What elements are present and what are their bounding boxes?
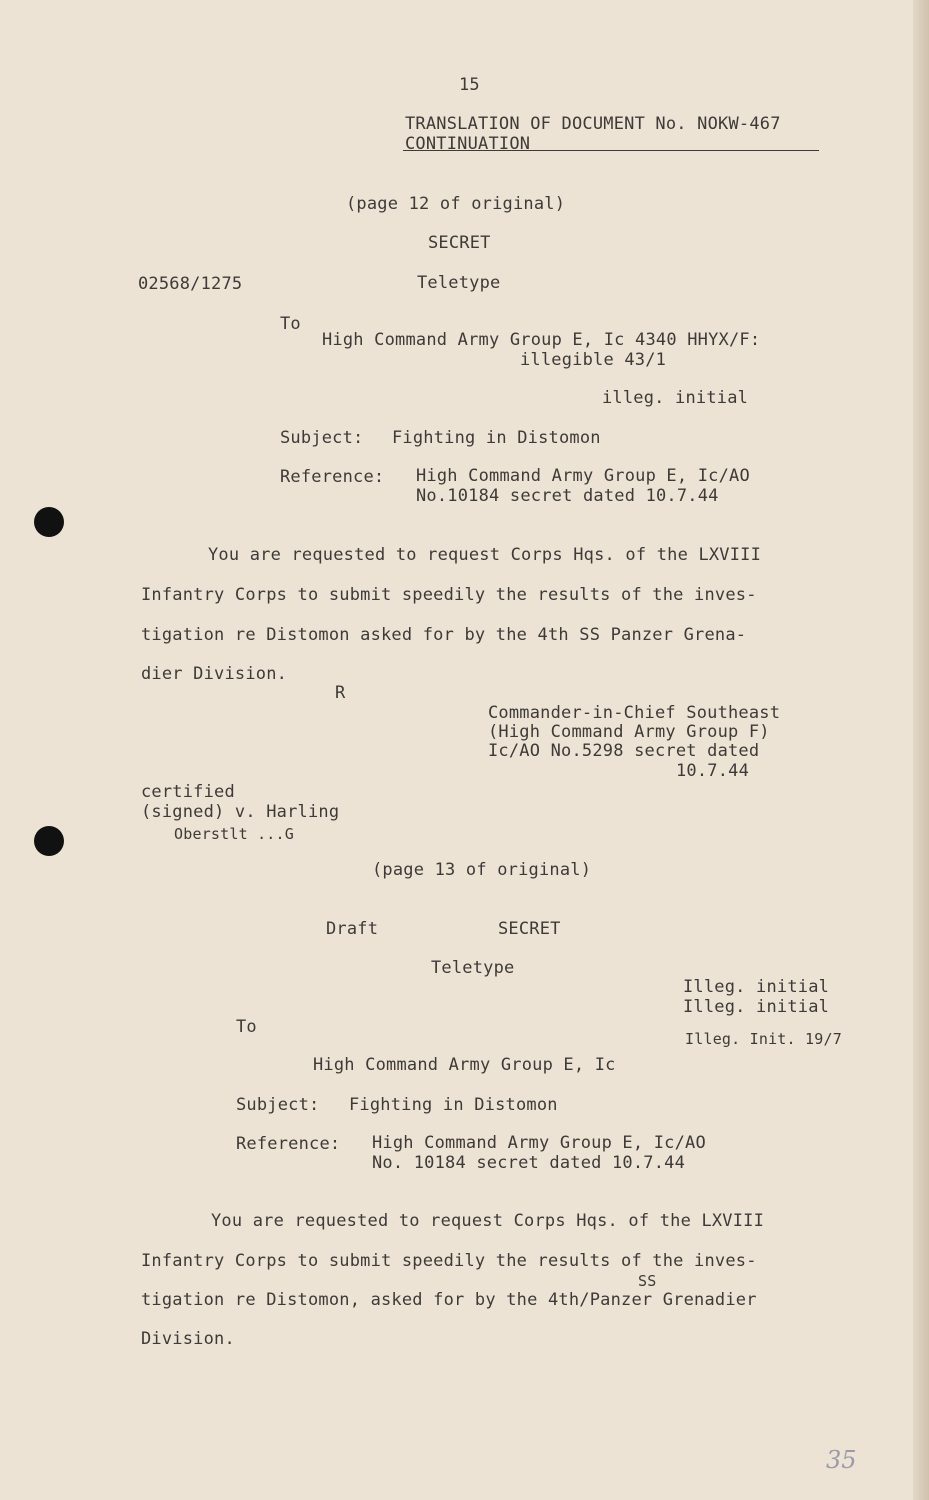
doc1-type: Teletype xyxy=(417,273,501,293)
doc1-body-line: dier Division. xyxy=(141,664,288,684)
doc2-page-ref: (page 13 of original) xyxy=(372,860,592,880)
doc1-signature-line: Commander-in-Chief Southeast xyxy=(488,703,781,723)
doc2-ss-insert: SS xyxy=(638,1272,657,1290)
doc2-to-label: To xyxy=(236,1017,257,1037)
doc2-reference-line1: High Command Army Group E, Ic/AO xyxy=(372,1133,706,1153)
doc1-signature-line: Ic/AO No.5298 secret dated xyxy=(488,741,760,761)
doc1-file-number: 02568/1275 xyxy=(138,274,243,294)
punch-hole-upper xyxy=(34,507,64,537)
doc1-signature-date: 10.7.44 xyxy=(676,761,750,781)
doc1-mark-r: R xyxy=(335,683,346,703)
doc1-body-line: You are requested to request Corps Hqs. of the LXVIII xyxy=(208,545,762,565)
doc2-classification: SECRET xyxy=(498,919,561,939)
doc1-reference-label: Reference: xyxy=(280,467,385,487)
doc1-certified-line: certified xyxy=(141,782,235,802)
header-underline xyxy=(403,150,819,151)
doc1-body-line: Infantry Corps to submit speedily the results of the inves- xyxy=(141,585,757,605)
doc1-reference-line2: No.10184 secret dated 10.7.44 xyxy=(416,486,719,506)
doc1-subject-value: Fighting in Distomon xyxy=(392,428,601,448)
doc1-page-ref: (page 12 of original) xyxy=(346,194,566,214)
doc2-body-line: Division. xyxy=(141,1329,235,1349)
header-title: TRANSLATION OF DOCUMENT No. NOKW-467 xyxy=(405,114,781,134)
doc2-recipient: High Command Army Group E, Ic xyxy=(313,1055,616,1075)
punch-hole-lower xyxy=(34,826,64,856)
doc2-type: Teletype xyxy=(431,958,515,978)
page-edge xyxy=(913,0,929,1500)
doc1-classification: SECRET xyxy=(428,233,491,253)
doc1-recipient-line2: illegible 43/1 xyxy=(520,350,667,370)
doc2-reference-line2: No. 10184 secret dated 10.7.44 xyxy=(372,1153,686,1173)
doc2-initial: Illeg. initial xyxy=(683,977,830,997)
doc2-initial: Illeg. initial xyxy=(683,997,830,1017)
doc2-initial-dated: Illeg. Init. 19/7 xyxy=(685,1030,842,1048)
doc1-certified-rank: Oberstlt ...G xyxy=(174,825,294,843)
doc2-body-line: Infantry Corps to submit speedily the results of the inves- xyxy=(141,1251,757,1271)
doc1-body-line: tigation re Distomon asked for by the 4th SS Panzer Grena- xyxy=(141,625,747,645)
doc1-reference-line1: High Command Army Group E, Ic/AO xyxy=(416,466,750,486)
doc2-body-line: You are requested to request Corps Hqs. of the LXVIII xyxy=(211,1211,765,1231)
page-number: 15 xyxy=(459,75,480,95)
doc2-draft-label: Draft xyxy=(326,919,379,939)
doc2-reference-label: Reference: xyxy=(236,1134,341,1154)
doc1-subject-label: Subject: xyxy=(280,428,364,448)
doc1-recipient: High Command Army Group E, Ic 4340 HHYX/F: xyxy=(322,330,761,350)
doc2-subject-label: Subject: xyxy=(236,1095,320,1115)
doc1-initial: illeg. initial xyxy=(602,388,749,408)
doc1-signature-line: (High Command Army Group F) xyxy=(488,722,770,742)
folio-number: 35 xyxy=(826,1446,857,1474)
doc2-body-line: tigation re Distomon, asked for by the 4th/Panzer Grenadier xyxy=(141,1290,757,1310)
header-continuation: CONTINUATION xyxy=(405,134,531,154)
doc1-to-label: To xyxy=(280,314,301,334)
doc2-subject-value: Fighting in Distomon xyxy=(349,1095,558,1115)
doc1-certified-signature: (signed) v. Harling xyxy=(141,802,340,822)
